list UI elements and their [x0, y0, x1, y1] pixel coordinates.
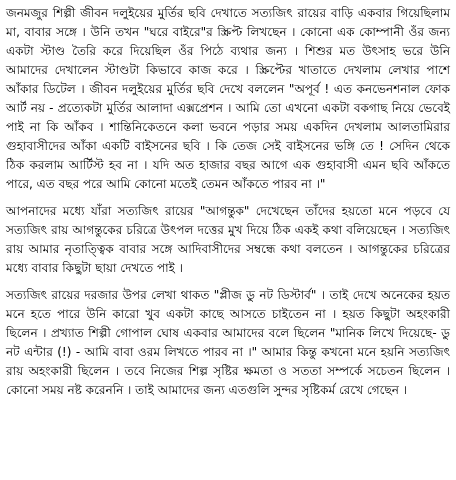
paragraph-visit: জনমজুর শিল্পী জীবন দলুইয়ের মুর্তির ছবি দেখাতে সত্যজিৎ রায়ের বাড়ি একবার গিয়েছিলাম মা, বাবার সঙ্গে । উনি তখন "ঘরে বাইরে"র স্ক্রিপ্ট লিখছেন । কোনো এক কোম্পানী ওঁর জন্য একটা স্টাণ্ড তৈরি করে দিয়েছিল ওঁর পিঠে ব্যথার জন্য । শিশুর মত উৎসাহ ভরে উনি আমাদের দেখালেন স্টাণ্ডটা কিভাবে কাজ করে । স্ক্রিপ্টের খাতাতে দেখলাম লেখার পাশে আঁকার ডিটেল । জীবন দলুইয়ের মুর্তির ছবি দেখে বললেন "অপূর্ব ! এত কনভেনশনাল ফোক আর্ট নয় - প্রত্যেকটা মুর্তির আলাদা এক্সপ্রেশন । আমি তো এখনো একটা বকগাছ নিয়ে ভেবেই পাই না কি আঁকব । শান্তিনিকেতনে কলা ভবনে পড়ার সময় একদিন দেখলাম আলতামিরার গুহাবাসীদের আঁকা একটি বাইসনের ছবি । কি তেজ সেই বাইসনের ভঙ্গি তে ! সেদিন থেকে ঠিক করলাম আর্টিস্ট হব না । যদি অত হাজার বছর আগে এক গুহাবাসী এমন ছবি আঁকতে পারে, এত বছর পরে আমি কোনো মতেই তেমন আঁকতে পারব না ।" — [6, 6, 450, 191]
paragraph-divider — [6, 278, 450, 286]
paragraph-agantuk: আপনাদের মধ্যে যাঁরা সত্যজিৎ রায়ের "আগন্তুক" দেখেছেন তাঁদের হয়তো মনে পড়বে যে সত্যজিৎ রায় আগন্তুকের চরিত্রে উৎপল দত্তের মুখ দিয়ে ঠিক একই কথা বলিয়েছেন । সত্যজিৎ রায় আমার নৃতাত্ত্বিক বাবার সঙ্গে আদিবাসীদের সম্বন্ধে কথা বলতেন । আগন্তুকের চরিত্রের মধ্যে বাবার কিছুটা ছায়া দেখতে পাই । — [6, 204, 450, 275]
paragraph-divider — [6, 194, 450, 202]
paragraph-do-not-disturb: সত্যজিৎ রায়ের দরজার উপর লেখা থাকত "প্লীজ ডু নট ডিস্টার্ব" । তাই দেখে অনেকের হয়ত মনে হতে পারে উনি কারো খুব একটা কাছে আসতে চাইতেন না । হয়ত কিছুটা অহংকারী ছিলেন । প্রখ্যাত শিল্পী গোপাল ঘোষ একবার আমাদের বলে ছিলেন "মানিক লিখে দিয়েছে- ডু নট এন্টার (!) - আমি বাবা ওরম লিখতে পারব না ।" আমার কিন্তু কখনো মনে হয়নি সত্যজিৎ রায় অহংকারী ছিলেন । তবে নিজের শিল্প সৃষ্টির ক্ষমতা ও সততা সম্পর্কে সচেতন ছিলেন । কোনো সময় নষ্ট করেননি । তাই আমাদের জন্য এতগুলি সুন্দর সৃষ্টিকর্ম রেখে গেছেন । — [6, 288, 450, 397]
